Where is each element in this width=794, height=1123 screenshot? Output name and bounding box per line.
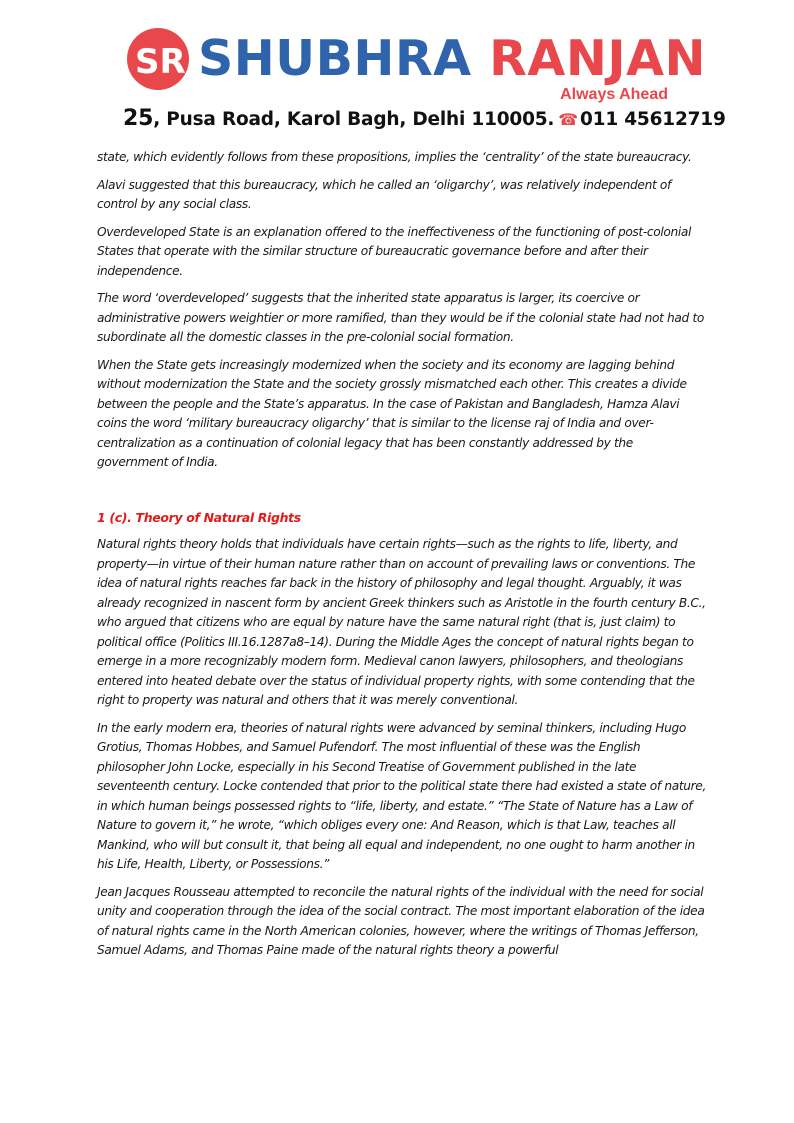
phone-number: 011 45612719 — [580, 109, 726, 130]
paragraph: Natural rights theory holds that individuals have certain rights—such as the rights to life, liberty, and property—in virtue of their human nature rather than on account of prevailing laws or conventions. The idea of natural rights reaches far back in the history of philosophy and legal thought. Arguably, it was already recognized in nascent form by ancient Greek thinkers such as Aristotle in the fourth century B.C., who argued that citizens who are equal by nature have the same natural right (that is, just claim) to political office (Politics III.16.1287a8–14). During the Middle Ages the concept of natural rights began to emerge in a more recognizably modern form. Medieval canon lawyers, philosophers, and theologians entered into heated debate over the status of individual property rights, with some contending that the right to property was natural and others that it was merely conventional. — [97, 537, 706, 707]
paragraph: Overdeveloped State is an explanation offered to the ineffectiveness of the functioning of post-colonial States that operate with the similar structure of bureaucratic governance before and after their independence. — [97, 224, 692, 278]
section-heading: 1 (c). Theory of Natural Rights — [97, 509, 301, 525]
document-body — [97, 148, 707, 969]
paragraph: In the early modern era, theories of natural rights were advanced by seminal thinkers, including Hugo Grotius, Thomas Hobbes, and Samuel Pufendorf. The most influential of these was the English philosopher John Locke, especially in his Second Treatise of Government published in the late seventeenth century. Locke contended that prior to the political state there had existed a state of nature, in which human beings possessed rights to “life, liberty, and estate.” “The State of Nature has a Law of Nature to govern it,” he wrote, “which obliges every one: And Reason, which is that Law, teaches all Mankind, who will but consult it, that being all equal and independent, no one ought to harm another in his Life, Health, Liberty, or Possessions.” — [97, 720, 706, 871]
paragraph: The word ‘overdeveloped’ suggests that the inherited state apparatus is larger, its coercive or administrative powers weightier or more ramified, than they would be if the colonial state had not had to subordinate all the domestic classes in the pre-colonial social formation. — [97, 291, 704, 344]
letterhead — [123, 26, 726, 134]
brand-second: RANJAN — [489, 30, 706, 87]
svg-text:SR: SR — [135, 42, 186, 82]
logo-icon — [127, 28, 189, 90]
address-number: 25 — [123, 106, 154, 131]
paragraph: Jean Jacques Rousseau attempted to reconcile the natural rights of the individual with the need for social unity and cooperation through the idea of the social contract. The most important elaboration of the idea of natural rights came in the North American colonies, however, where the writings of Thomas Jefferson, Samuel Adams, and Thomas Paine made of the natural rights theory a powerful — [97, 884, 705, 957]
phone-icon: ☎ — [558, 110, 578, 129]
paragraph: When the State gets increasingly modernized when the society and its economy are lagging behind without modernization the State and the society grossly mismatched each other. This creates a divide between the people and the State’s apparatus. In the case of Pakistan and Bangladesh, Hamza Alavi coins the word ‘military bureaucracy oligarchy’ that is similar to the license raj of India and over-centralization as a continuation of colonial legacy that has been constantly addressed by the government of India. — [97, 357, 687, 469]
address-line — [123, 106, 726, 131]
tagline: Always Ahead — [560, 86, 668, 103]
paragraph: state, which evidently follows from these propositions, implies the ‘centrality’ of the state bureaucracy. — [97, 150, 692, 164]
address-text: , Pusa Road, Karol Bagh, Delhi 110005. — [153, 109, 555, 130]
paragraph: Alavi suggested that this bureaucracy, which he called an ‘oligarchy’, was relatively independent of control by any social class. — [97, 177, 671, 211]
brand-first: SHUBHRA — [198, 30, 472, 87]
brand-name — [198, 26, 706, 92]
